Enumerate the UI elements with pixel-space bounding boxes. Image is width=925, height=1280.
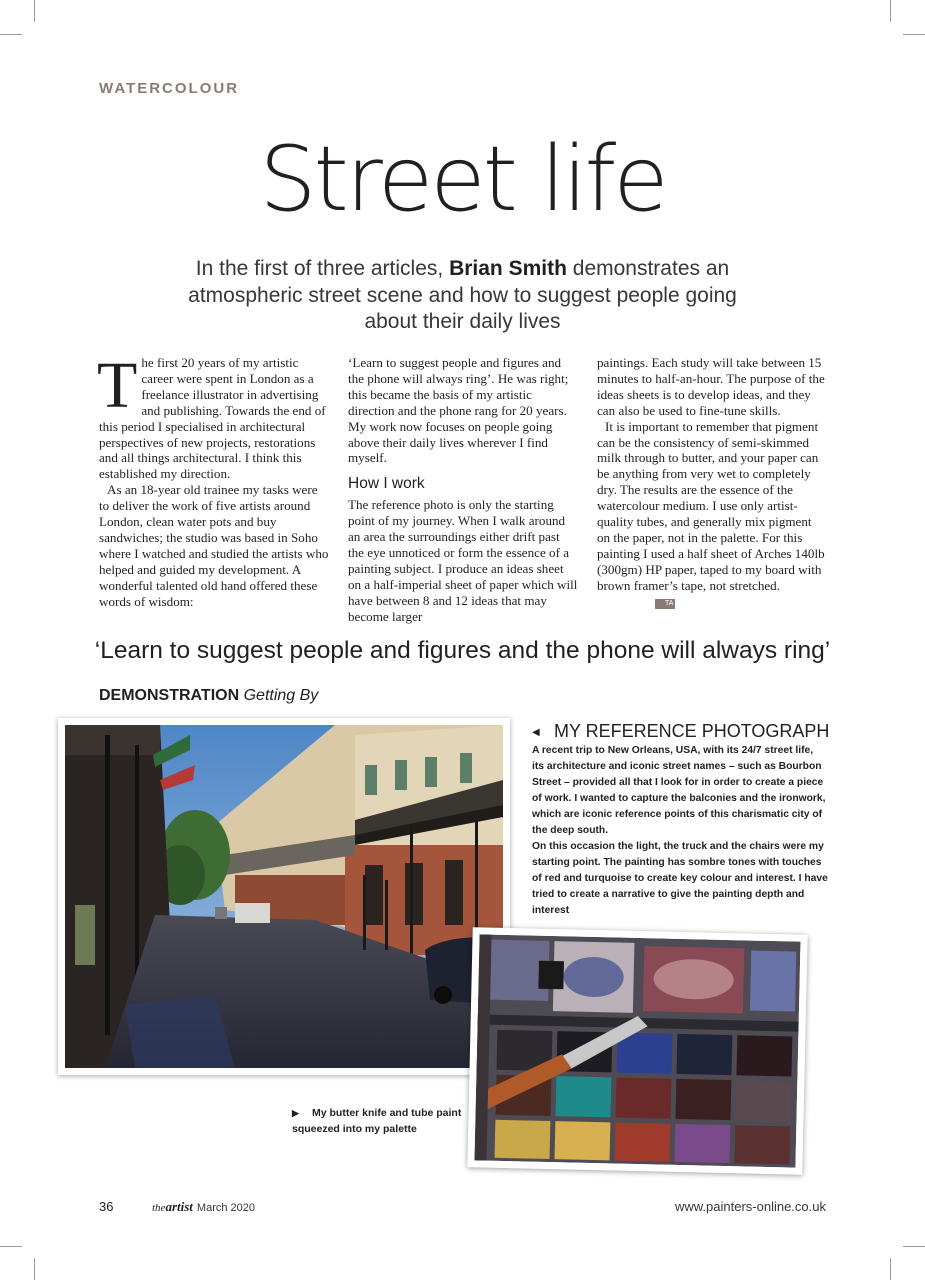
paragraph: On this occasion the light, the truck and the chairs were my starting point. The painting has sombre tones with touches of red and turquoise to create key colour and interest. I have tried to create a narrative to give the painting depth and interest [532,841,828,916]
website-link[interactable]: www.painters-online.co.uk [674,1199,826,1214]
drop-cap: T [97,349,138,422]
paragraph [597,419,827,610]
crop-mark [903,34,925,35]
page-number: 36 [99,1199,114,1214]
standfirst-rest: demonstrates an atmospheric street scene and how to suggest people going about their daily lives [188,257,737,333]
article-column-3 [597,355,827,610]
article-column-1 [97,349,329,610]
arrow-left-icon: ◀ [532,727,540,738]
crop-mark [0,34,22,35]
crop-mark [34,0,35,22]
palette-caption [292,1105,462,1137]
paragraph: paintings. Each study will take between 15 minutes to half-an-hour. The purpose of the ideas sheets is to develop ideas, and they can also be used to fine-tune skills. [597,355,825,418]
paragraph-text: It is important to remember that pigment can be the consistency of semi-skimmed milk through to butter, and your paper can be anything from very wet to completely dry. The results are the essence of the watercolour medium. I use only artist-quality tubes, and generally mix pigment on the paper, not in the palette. For this painting I used a half sheet of Arches 140lb (300gm) HP paper, taped to my board with brown framer’s tape, not stretched. [597,418,825,593]
section-tag: WATERCOLOUR [99,80,240,97]
subheading: How I work [348,475,425,493]
reference-photograph [58,718,510,1075]
magazine-prefix: the [152,1202,166,1214]
palette-image [474,934,800,1167]
paragraph: The reference photo is only the starting point of my journey. When I walk around an area the surroundings either drift past the eye unnoticed or form the essence of a painting subject. I produce an ideas sheet on a half-imperial sheet of paper which will have between 8 and 12 ideas that may become larger [348,497,578,624]
palette-caption-text: My butter knife and tube paint squeezed into my palette [292,1107,462,1135]
magazine-name: artist [165,1199,193,1214]
magazine-logo [152,1199,255,1215]
crop-mark [903,1246,925,1247]
crop-mark [890,1258,891,1280]
pull-quote: ‘Learn to suggest people and figures and the phone will always ring’ [94,637,831,664]
standfirst-author: Brian Smith [449,257,567,280]
article-column-2 [348,355,578,625]
street-scene-image [65,725,503,1068]
issue-date: March 2020 [196,1202,256,1214]
reference-heading-text: MY REFERENCE PHOTOGRAPH [554,721,830,741]
paragraph: he first 20 years of my artistic career were spent in London as a freelance illustrator in advertising and publishing. Towards the end of this period I specialised in architectural perspectives of new projects, restorations and all things architectural. I think this established my direction. [99,355,326,482]
demonstration-heading [99,687,318,705]
paragraph: A recent trip to New Orleans, USA, with its 24/7 street life, its architecture and iconic street names – such as Bourbon Street – provided all that I look for in order to create a piece of work. I wanted to capture the balconies and the ironwork, which are iconic reference points of this charismatic city of the deep south. [532,745,826,836]
palette-photograph [467,927,807,1175]
arrow-right-icon: ▶ [292,1108,299,1118]
standfirst [160,256,765,336]
reference-description [532,743,828,919]
demonstration-label: DEMONSTRATION [99,687,240,704]
headline: Street life [259,127,666,232]
paragraph: As an 18-year old trainee my tasks were to deliver the work of five artists around London, clean water pots and buy sandwiches; the studio was based in Soho where I watched and studied the artists who helped and guided my development. A wonderful talented old hand offered these words of wisdom: [99,482,329,609]
standfirst-lead: In the first of three articles, [195,257,444,280]
crop-mark [0,1246,22,1247]
end-mark: TA [655,599,675,609]
paragraph: ‘Learn to suggest people and figures and the phone will always ring’. He was right; this became the basis of my artistic direction and the phone rang for 20 years. My work now focuses on people going above their daily lives wherever I find myself. [348,355,569,466]
reference-heading [532,721,829,742]
crop-mark [890,0,891,22]
crop-mark [34,1258,35,1280]
demonstration-title: Getting By [243,687,319,704]
